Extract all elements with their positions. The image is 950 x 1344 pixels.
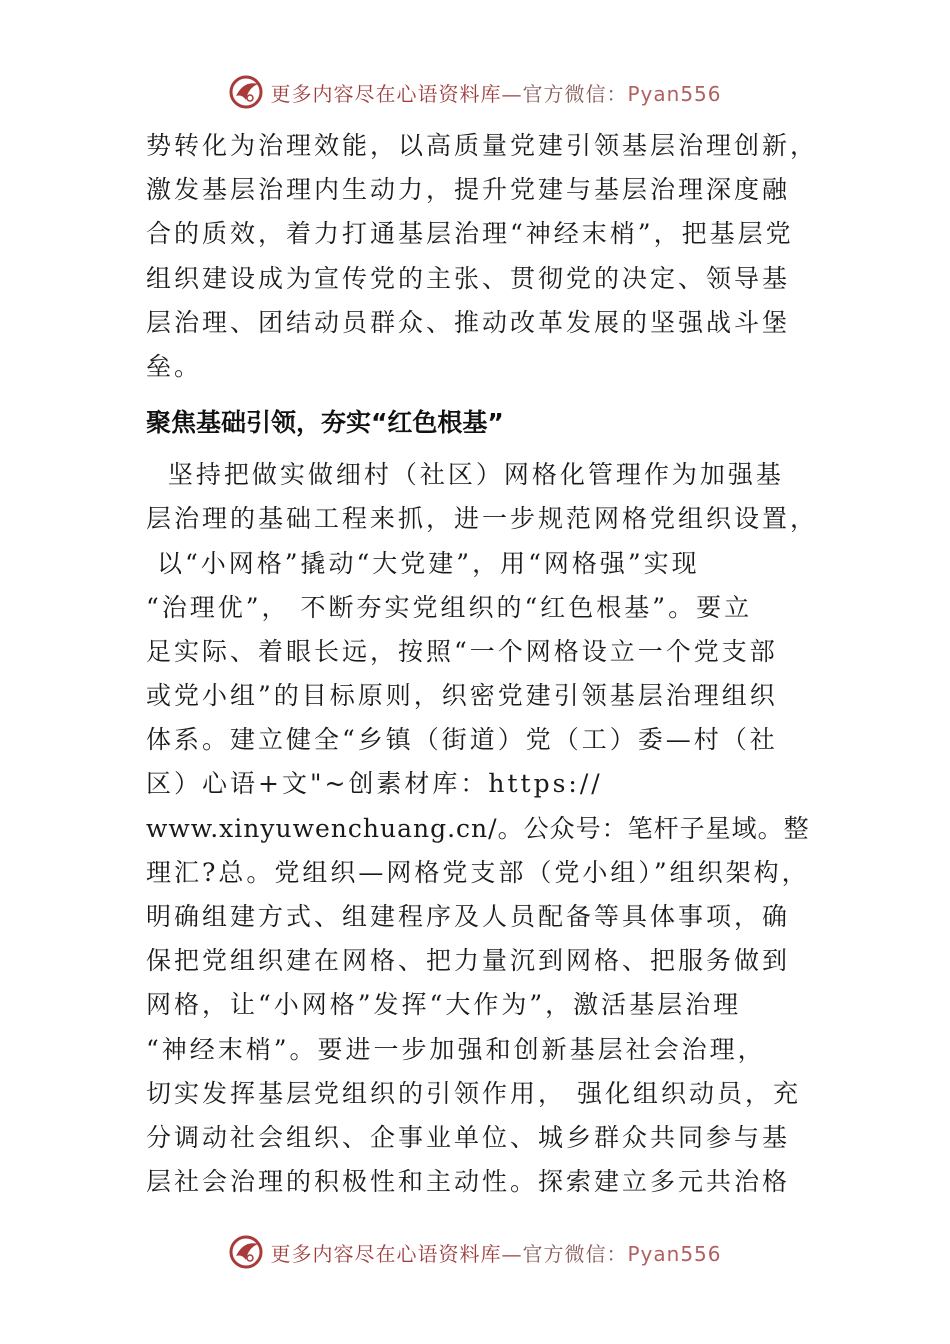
text-line: 或党小组”的目标原则，织密党建引领基层治理组织 bbox=[146, 681, 778, 711]
header-wechat-label: 官方微信： bbox=[522, 81, 628, 106]
text-line: “治理优”， 不断夯实党组织的“红色根基”。要立 bbox=[146, 592, 753, 622]
header-brand-text: 更多内容尽在心语资料库 bbox=[270, 81, 502, 106]
text-line: 合的质效，着力打通基层治理“神经末梢”，把基层党 bbox=[146, 219, 794, 249]
document-body bbox=[146, 124, 836, 1204]
footer-watermark-banner bbox=[0, 1232, 950, 1272]
text-line: 坚持把做实做细村（社区）网格化管理作为加强基 bbox=[146, 460, 784, 490]
text-line: 组织建设成为宣传党的主张、贯彻党的决定、领导基 bbox=[146, 263, 791, 293]
footer-brand-text: 更多内容尽在心语资料库 bbox=[270, 1241, 502, 1266]
text-line: 理汇?总。党组织—网格党支部（党小组）”组织架构， bbox=[146, 857, 810, 887]
text-line: “神经末梢”。要进一步加强和创新基层社会治理， bbox=[146, 1034, 766, 1064]
text-line: www.xinyuwenchuang.cn/。公众号：笔杆子星域。整 bbox=[146, 813, 810, 843]
text-line: 分调动社会组织、企事业单位、城乡群众共同参与基 bbox=[146, 1122, 791, 1152]
text-line: 区）心语+文"~创素材库：https:// bbox=[146, 769, 603, 799]
text-line: 切实发挥基层党组织的引领作用， 强化组织动员，充 bbox=[146, 1078, 801, 1108]
footer-wechat-id: Pyan556 bbox=[627, 1241, 722, 1266]
text-line: 层社会治理的积极性和主动性。探索建立多元共治格 bbox=[146, 1167, 791, 1197]
text-line: 层治理、团结动员群众、推动改革发展的坚强战斗堡 bbox=[146, 307, 791, 337]
text-line: 体系。建立健全“乡镇（街道）党（工）委—村（社 bbox=[146, 725, 778, 755]
brand-logo-icon bbox=[228, 1234, 264, 1270]
text-line: 足实际、着眼长远，按照“一个网格设立一个党支部 bbox=[146, 636, 778, 666]
paragraph-2 bbox=[146, 453, 836, 1204]
text-line: 以“小网格”撬动“大党建”，用“网格强”实现 bbox=[146, 548, 700, 578]
footer-banner-text bbox=[270, 1238, 721, 1267]
text-line: 明确组建方式、组建程序及人员配备等具体事项，确 bbox=[146, 902, 791, 931]
text-line: 网格，让“小网格”发挥“大作为”，激活基层治理 bbox=[146, 990, 742, 1020]
brand-logo-icon bbox=[228, 74, 264, 110]
header-dash: — bbox=[501, 81, 523, 106]
text-line: 垒。 bbox=[146, 351, 203, 381]
text-line: 保把党组织建在网格、把力量沉到网格、把服务做到 bbox=[146, 946, 791, 976]
text-line: 势转化为治理效能，以高质量党建引领基层治理创新， bbox=[146, 131, 819, 160]
header-banner-text bbox=[270, 78, 721, 107]
header-wechat-id: Pyan556 bbox=[627, 81, 722, 106]
paragraph-1 bbox=[146, 124, 836, 389]
text-line: 层治理的基础工程来抓，进一步规范网格党组织设置， bbox=[146, 504, 819, 534]
header-watermark-banner bbox=[0, 72, 950, 112]
footer-dash: — bbox=[501, 1241, 523, 1266]
section-heading: 聚焦基础引领，夯实“红色根基” bbox=[146, 408, 504, 438]
footer-wechat-label: 官方微信： bbox=[522, 1241, 628, 1266]
text-line: 激发基层治理内生动力，提升党建与基层治理深度融 bbox=[146, 175, 791, 205]
